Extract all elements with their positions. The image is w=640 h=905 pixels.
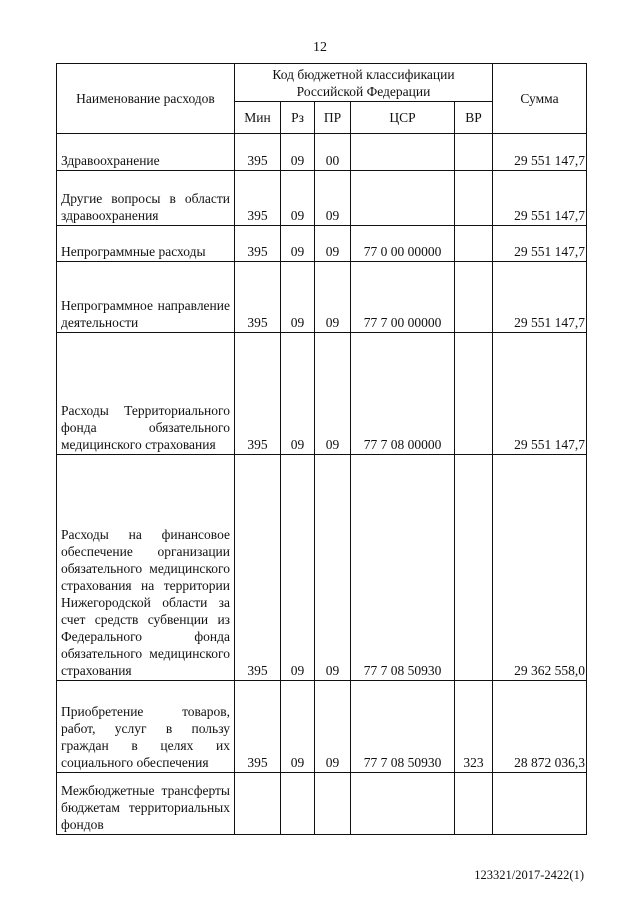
- row-rz: 09: [281, 681, 315, 773]
- table-row: [57, 455, 587, 681]
- row-csr: [351, 171, 455, 226]
- row-name: Здравоохранение: [57, 134, 235, 171]
- row-pr: 09: [315, 171, 351, 226]
- row-pr: 09: [315, 226, 351, 262]
- header-min: Мин: [235, 102, 281, 134]
- row-sum: 29 551 147,7: [493, 333, 587, 455]
- row-sum: 29 362 558,0: [493, 455, 587, 681]
- table-row: [57, 773, 587, 835]
- row-min: [235, 773, 281, 835]
- row-min: 395: [235, 333, 281, 455]
- row-name: Непрограммные расходы: [57, 226, 235, 262]
- row-pr: 09: [315, 681, 351, 773]
- row-pr: 09: [315, 333, 351, 455]
- header-code-group: Код бюджетной классификации Российской Федерации: [235, 64, 493, 102]
- row-vr: [455, 773, 493, 835]
- document-code: 123321/2017-2422(1): [474, 868, 584, 882]
- row-rz: 09: [281, 455, 315, 681]
- row-name: Расходы Территориального фонда обязательного медицинского страхования: [57, 333, 235, 455]
- header-vr: ВР: [455, 102, 493, 134]
- row-sum: 28 872 036,3: [493, 681, 587, 773]
- header-rz: Рз: [281, 102, 315, 134]
- table-row: [57, 333, 587, 455]
- row-pr: [315, 773, 351, 835]
- row-sum: 29 551 147,7: [493, 226, 587, 262]
- row-csr: 77 7 00 00000: [351, 262, 455, 333]
- row-sum: [493, 773, 587, 835]
- header-sum: Сумма: [493, 64, 587, 134]
- row-csr: 77 7 08 50930: [351, 681, 455, 773]
- row-min: 395: [235, 226, 281, 262]
- row-min: 395: [235, 171, 281, 226]
- row-min: 395: [235, 134, 281, 171]
- row-name: Межбюджетные трансферты бюджетам территориальных фондов: [57, 773, 235, 835]
- row-rz: 09: [281, 262, 315, 333]
- budget-table: [56, 63, 587, 835]
- row-name: Непрограммное направление деятельности: [57, 262, 235, 333]
- row-csr: 77 0 00 00000: [351, 226, 455, 262]
- row-csr: 77 7 08 00000: [351, 333, 455, 455]
- table-row: [57, 226, 587, 262]
- row-sum: 29 551 147,7: [493, 134, 587, 171]
- row-min: 395: [235, 262, 281, 333]
- table-row: [57, 681, 587, 773]
- header-pr: ПР: [315, 102, 351, 134]
- row-pr: 09: [315, 262, 351, 333]
- row-rz: 09: [281, 333, 315, 455]
- table-row: [57, 134, 587, 171]
- row-csr: [351, 773, 455, 835]
- row-rz: 09: [281, 226, 315, 262]
- row-vr: [455, 262, 493, 333]
- row-name: Другие вопросы в области здравоохранения: [57, 171, 235, 226]
- row-name: Расходы на финансовое обеспечение организации обязательного медицинского страхования на территории Нижегородской области за счет средств субвенции из Федерального фонда обязательного медицинского страхования: [57, 455, 235, 681]
- row-min: 395: [235, 455, 281, 681]
- row-rz: [281, 773, 315, 835]
- row-vr: [455, 455, 493, 681]
- page-number: 12: [313, 40, 327, 55]
- header-csr: ЦСР: [351, 102, 455, 134]
- row-vr: 323: [455, 681, 493, 773]
- row-csr: 77 7 08 50930: [351, 455, 455, 681]
- row-csr: [351, 134, 455, 171]
- header-name: Наименование расходов: [57, 64, 235, 134]
- row-vr: [455, 134, 493, 171]
- row-rz: 09: [281, 171, 315, 226]
- row-name: Приобретение товаров, работ, услуг в пользу граждан в целях их социального обеспечения: [57, 681, 235, 773]
- row-sum: 29 551 147,7: [493, 171, 587, 226]
- row-vr: [455, 171, 493, 226]
- row-min: 395: [235, 681, 281, 773]
- table-row: [57, 171, 587, 226]
- row-rz: 09: [281, 134, 315, 171]
- table-row: [57, 262, 587, 333]
- row-pr: 09: [315, 455, 351, 681]
- row-vr: [455, 333, 493, 455]
- row-vr: [455, 226, 493, 262]
- row-pr: 00: [315, 134, 351, 171]
- row-sum: 29 551 147,7: [493, 262, 587, 333]
- header-row: [57, 64, 587, 102]
